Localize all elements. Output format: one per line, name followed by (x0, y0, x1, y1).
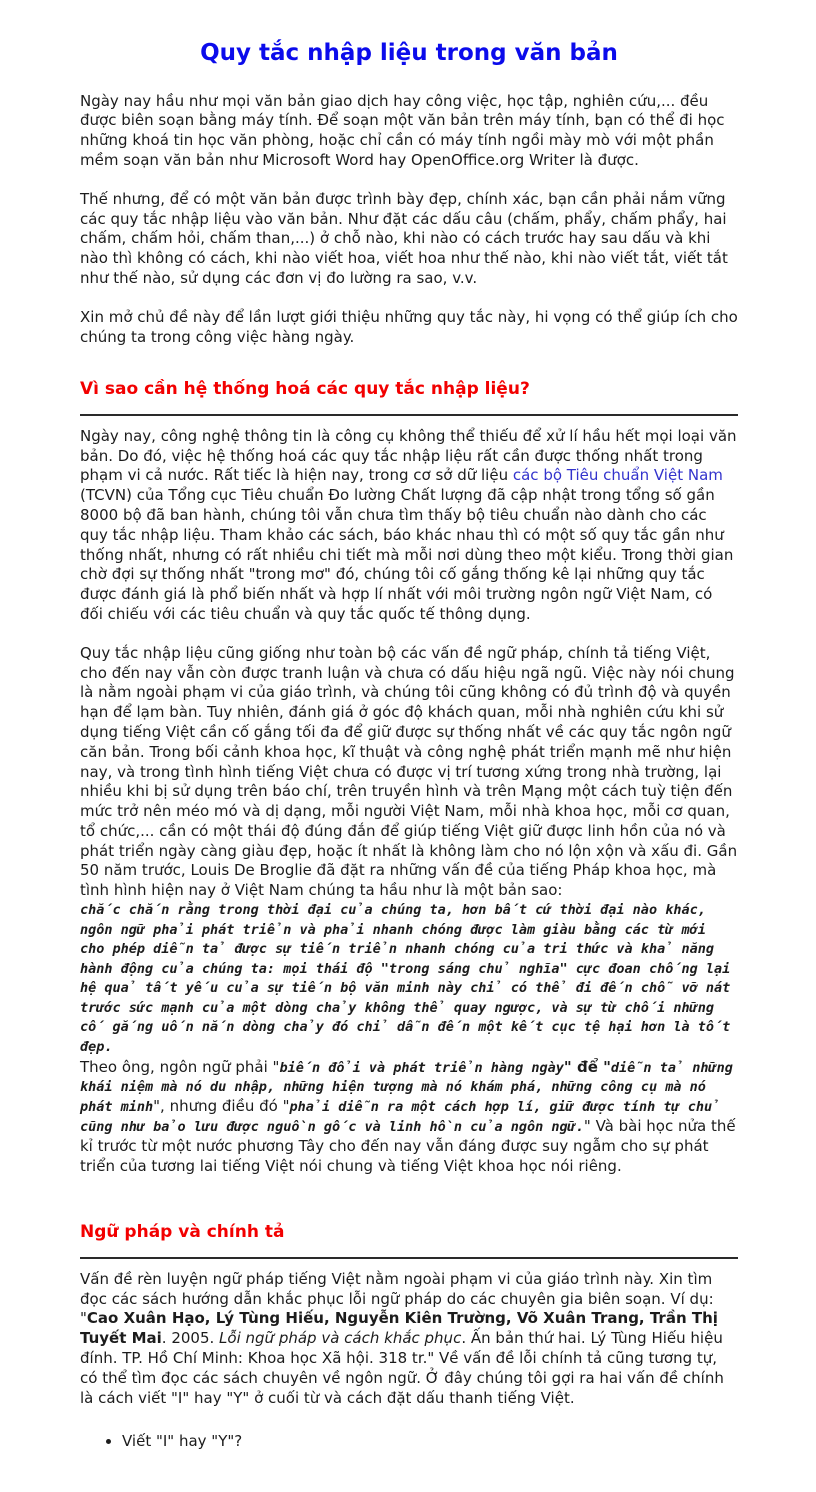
text-run: Ngày nay, công nghệ thông tin là công cụ không thể thiếu để xử lí hầu hết mọi loại văn bản. Do đó, việc hệ thống hoá các quy tắc nhập liệu rất cần được thống nhất trong phạm vi cả nước. Rất tiếc là hiện nay, trong cơ sở dữ liệu (80, 426, 737, 485)
section1-paragraph-2: Quy tắc nhập liệu cũng giống như toàn bộ các vấn đề ngữ pháp, chính tả tiếng Việt, cho đến nay vẫn còn được tranh luận và chưa có dấu hiệu ngã ngũ. Việc này nói chung là nằm ngoài phạm vi của giáo trình, và chúng tôi cũng không có đủ trình độ và quyền hạn để lạm bàn. Tuy nhiên, đánh giá ở góc độ khách quan, mỗi nhà nghiên cứu khi sử dụng tiếng Việt cần cố gắng tối đa để giữ được sự thống nhất về các quy tắc ngôn ngữ căn bản. Trong bối cảnh khoa học, kĩ thuật và công nghệ phát triển mạnh mẽ như hiện nay, và trong tình hình tiếng Việt chưa có được vị trí tương xứng trong nhà trường, lại nhiều khi bị sử dụng trên báo chí, trên truyền hình và trên Mạng một cách tuỳ tiện đến mức trở nên méo mó và dị dạng, mỗi người Việt Nam, mỗi nhà khoa học, mỗi cơ quan, tổ chức,... cần có một thái độ đúng đắn để giúp tiếng Việt giữ được linh hồn của nó và phát triển ngày càng giàu đẹp, hoặc ít nhất là không làm cho nó lộn xộn và xấu đi. Gần 50 năm trước, Louis De Broglie đã đặt ra những vấn đề của tiếng Pháp khoa học, mà tình hình hiện nay ở Việt Nam chúng ta hầu như là một bản sao: (80, 643, 738, 900)
quote-run: phải diễn ra một cách hợp lí, giữ được tính tự chủ cũng như bảo lưu được nguồn gốc và linh hồn của ngôn ngữ. (80, 1099, 721, 1136)
citation-book-title: Lỗi ngữ pháp và cách khắc phục (219, 1329, 462, 1348)
text-run: Vấn đề rèn luyện ngữ pháp tiếng Việt nằm ngoài phạm vi của giáo trình này. Xin tìm đọc các sách hướng dẫn khắc phục lỗi ngữ pháp do các chuyên gia biên soạn. Ví dụ: " (80, 1269, 714, 1328)
page-title: Quy tắc nhập liệu trong văn bản (200, 40, 618, 66)
section2-divider (80, 1257, 738, 1259)
topic-list (80, 1432, 738, 1452)
intro-paragraph-1: Ngày nay hầu như mọi văn bản giao dịch hay công việc, học tập, nghiên cứu,... đều được biên soạn bằng máy tính. Để soạn một văn bản trên máy tính, bạn có thể đi học những khoá tin học văn phòng, hoặc chỉ cần có máy tính ngồi mày mò với một phần mềm soạn văn bản như Microsoft Word hay OpenOffice.org Writer là được. (80, 91, 725, 169)
citation-authors: Cao Xuân Hạo, Lý Tùng Hiếu, Nguyễn Kiên Trường, Võ Xuân Trang, Trần Thị Tuyết Mai (80, 1309, 718, 1348)
text-run: Theo ông, ngôn ngữ phải " (80, 1057, 280, 1076)
section1-paragraph-1 (80, 427, 738, 625)
quote-run: diễn tả những khái niệm mà nó du nhập, những hiện tượng mà nó khám phá, những công cụ mà nó phát minh (80, 1059, 733, 1116)
intro-paragraph-2: Thế nhưng, để có một văn bản được trình bày đẹp, chính xác, bạn cần phải nắm vững các quy tắc nhập liệu vào văn bản. Như đặt các dấu câu (chấm, phẩy, chấm phẩy, hai chấm, chấm hỏi, chấm than,...) ở chỗ nào, khi nào có cách trước hay sau dấu và khi nào thì không có cách, khi nào viết hoa, viết hoa như thế nào, khi nào viết tắt, viết tắt như thế nào, sử dụng các đơn vị đo lường ra sao, v.v. (80, 189, 728, 287)
broglie-quote: chắc chắn rằng trong thời đại của chúng ta, hơn bất cứ thời đại nào khác, ngôn ngữ phải phát triển và phải nhanh chóng được làm giàu bằng các từ mới cho phép diễn tả được sự tiến triển nhanh chóng của tri thức và khả năng hành động của chúng ta: mọi thái độ "trong sáng chủ nghĩa" cực đoan chống lại hệ quả tất yếu của sự tiến bộ văn minh này chỉ có thể đi đến chỗ vỡ nát trước sức mạnh của một dòng chảy không thể quay ngược, và sự từ chối những cố gắng uốn nắn dòng chảy đó chỉ dẫn đến một kết cục tệ hại hơn là tốt đẹp. (80, 902, 731, 1056)
text-run: ", nhưng điều đó " (153, 1097, 290, 1116)
text-run: " Và bài học nửa thế kỉ trước từ một nước phương Tây cho đến nay vẫn đáng được suy ngẫm cho sự phát triển của tương lai tiếng Việt nói chung và tiếng Việt khoa học nói riêng. (80, 1117, 736, 1175)
section1-discussion-block (80, 644, 738, 1177)
text-run: (TCVN) của Tổng cục Tiêu chuẩn Đo lường Chất lượng đã cập nhật trong tổng số gần 8000 bộ đã ban hành, chúng tôi vẫn chưa tìm thấy bộ tiêu chuẩn nào dành cho các quy tắc nhập liệu. Tham khảo các sách, báo khác nhau thì có một số quy tắc gần như thống nhất, nhưng có rất nhiều chi tiết mà mỗi nơi dùng theo một kiểu. Trong thời gian chờ đợi sự thống nhất "trong mơ" đó, chúng tôi cố gắng thống kê lại những quy tắc được đánh giá là phổ biến nhất và hợp lí nhất với môi trường ngôn ngữ Việt Nam, có đối chiếu với các tiêu chuẩn và quy tắc quốc tế thông dụng. (80, 486, 734, 623)
quote-run: biến đổi và phát triển hàng ngày (279, 1059, 564, 1076)
text-run: . Ấn bản thứ hai. Lý Tùng Hiếu hiệu đính. TP. Hồ Chí Minh: Khoa học Xã hội. 318 tr." Về vấn đề lỗi chính tả cũng tương tự, có thể tìm đọc các sách chuyên về ngôn ngữ. Ở đây chúng tôi gợi ra hai vấn đề chính là cách viết "I" hay "Y" ở cuối từ và cách đặt dấu thanh tiếng Việt. (80, 1329, 724, 1407)
section1-paragraph-3 (80, 1058, 738, 1177)
section1-heading: Vì sao cần hệ thống hoá các quy tắc nhập liệu? (80, 379, 530, 400)
list-item-i-or-y: • Viết "I" hay "Y"? (122, 1432, 738, 1452)
text-run-bold: " để " (563, 1057, 611, 1076)
text-run: . 2005. (161, 1329, 220, 1348)
intro-paragraph-3: Xin mở chủ đề này để lần lượt giới thiệu những quy tắc này, hi vọng có thể giúp ích cho chúng ta trong công việc hàng ngày. (80, 307, 738, 346)
section2-paragraph-1 (80, 1270, 738, 1409)
section2-heading: Ngữ pháp và chính tả (80, 1222, 285, 1243)
section1-divider (80, 414, 738, 416)
tcvn-link[interactable]: các bộ Tiêu chuẩn Việt Nam (512, 466, 723, 485)
